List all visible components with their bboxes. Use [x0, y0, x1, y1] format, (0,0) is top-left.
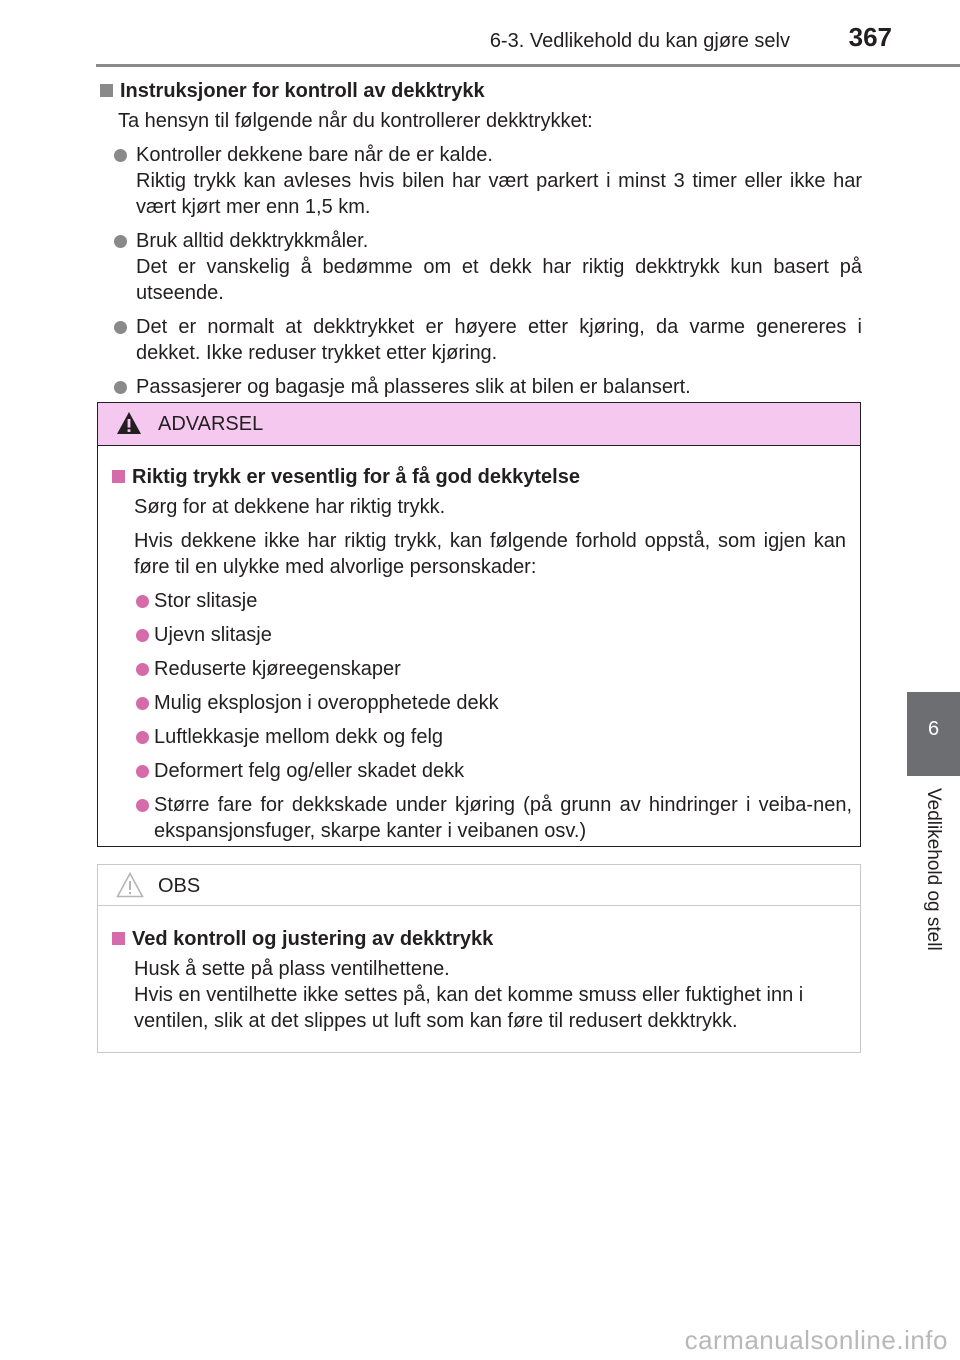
bullet-list — [96, 142, 862, 400]
notice-text: Husk å sette på plass ventilhettene. — [134, 958, 450, 980]
list-item — [96, 314, 862, 366]
list-item-text: Bruk alltid dekktrykkmåler. — [136, 230, 369, 252]
circle-bullet-icon — [114, 149, 127, 162]
section-heading — [96, 78, 862, 104]
warning-heading — [108, 464, 860, 490]
list-item — [96, 142, 862, 220]
caution-triangle-icon — [116, 872, 144, 898]
circle-bullet-icon — [136, 731, 149, 744]
circle-bullet-icon — [136, 663, 149, 676]
section-title: 6-3. Vedlikehold du kan gjøre selv — [489, 30, 790, 52]
notice-heading — [108, 926, 860, 952]
circle-bullet-icon — [114, 235, 127, 248]
chapter-number: 6 — [927, 718, 940, 740]
watermark: carmanualsonline.info — [684, 1325, 948, 1355]
list-item — [108, 622, 860, 648]
chapter-title: Vedlikehold og stell — [923, 788, 944, 951]
warning-title: ADVARSEL — [158, 413, 264, 435]
list-item-detail: Riktig trykk kan avleses hvis bilen har vært parkert i minst 3 timer eller ikke har vært kjørt mer enn 1,5 km. — [136, 170, 862, 218]
page-header — [0, 0, 960, 66]
section-heading-text: Instruksjoner for kontroll av dekktrykk — [120, 80, 485, 102]
chapter-tab — [907, 692, 960, 776]
list-item — [108, 792, 860, 844]
warning-box — [97, 402, 861, 847]
list-item-text: Deformert felg og/eller skadet dekk — [154, 760, 465, 782]
list-item-text: Stor slitasje — [154, 590, 258, 612]
list-item — [108, 758, 860, 784]
square-bullet-icon — [112, 932, 125, 945]
square-bullet-icon — [100, 84, 113, 97]
circle-bullet-icon — [114, 321, 127, 334]
list-item-text: Reduserte kjøreegenskaper — [154, 658, 401, 680]
notice-box — [97, 864, 861, 1053]
list-item-text: Luftlekkasje mellom dekk og felg — [154, 726, 444, 748]
warning-body — [98, 446, 860, 844]
list-item-text: Passasjerer og bagasje må plasseres slik at bilen er balansert. — [136, 376, 691, 398]
header-rule — [96, 64, 960, 67]
list-item — [108, 656, 860, 682]
list-item-detail: Det er vanskelig å bedømme om et dekk har riktig dekktrykk kun basert på utseende. — [136, 256, 862, 304]
list-item-text: Større fare for dekkskade under kjøring (på grunn av hindringer i veiba-nen, ekspansjonsfuger, skarpe kanter i veibanen osv.) — [154, 794, 852, 842]
warning-header — [98, 403, 860, 446]
circle-bullet-icon — [114, 381, 127, 394]
list-item-text: Mulig eksplosjon i overopphetede dekk — [154, 692, 499, 714]
circle-bullet-icon — [136, 697, 149, 710]
list-item-text: Kontroller dekkene bare når de er kalde. — [136, 144, 493, 166]
list-item-text: Ujevn slitasje — [154, 624, 272, 646]
page-number: 367 — [848, 22, 892, 52]
warning-heading-text: Riktig trykk er vesentlig for å få god dekkytelse — [132, 466, 580, 488]
circle-bullet-icon — [136, 799, 149, 812]
list-item — [108, 690, 860, 716]
notice-title: OBS — [158, 875, 201, 897]
notice-text: Hvis en ventilhette ikke settes på, kan det komme smuss eller fuktighet inn i ventilen, slik at det slippes ut luft som kan føre til redusert dekktrykk. — [134, 984, 804, 1032]
intro-text: Ta hensyn til følgende når du kontrollerer dekktrykket: — [118, 110, 593, 132]
warning-triangle-icon — [116, 411, 142, 435]
warning-text: Sørg for at dekkene har riktig trykk. — [134, 496, 446, 518]
notice-body — [98, 906, 860, 1034]
notice-header — [98, 865, 860, 906]
warning-text: Hvis dekkene ikke har riktig trykk, kan følgende forhold oppstå, som igjen kan føre til en ulykke med alvorlige personskader: — [134, 530, 846, 578]
main-content — [96, 78, 862, 408]
circle-bullet-icon — [136, 629, 149, 642]
circle-bullet-icon — [136, 595, 149, 608]
warning-bullet-list — [108, 588, 860, 844]
square-bullet-icon — [112, 470, 125, 483]
list-item — [96, 374, 862, 400]
list-item-text: Det er normalt at dekktrykket er høyere etter kjøring, da varme genereres i dekket. Ikke reduser trykket etter kjøring. — [136, 316, 862, 364]
notice-heading-text: Ved kontroll og justering av dekktrykk — [132, 928, 494, 950]
list-item — [96, 228, 862, 306]
circle-bullet-icon — [136, 765, 149, 778]
list-item — [108, 724, 860, 750]
list-item — [108, 588, 860, 614]
